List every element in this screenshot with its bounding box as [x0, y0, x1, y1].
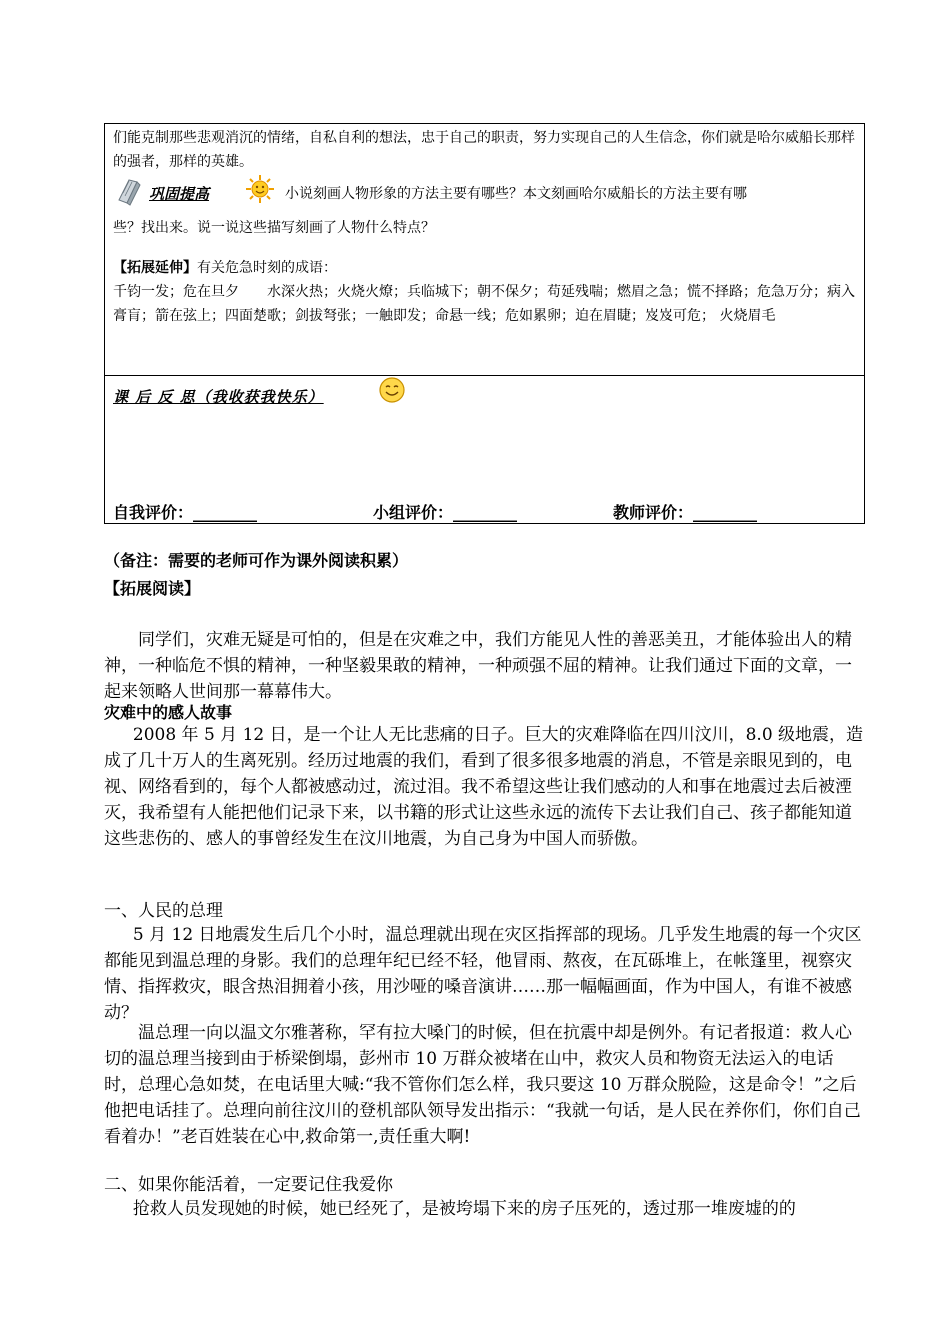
section-2-paragraph-1: 抢救人员发现她的时候，她已经死了，是被垮塌下来的房子压死的，透过那一堆废墟的的: [132, 1199, 796, 1219]
question-line-2: 些？找出来。说一说这些描写刻画了人物什么特点？: [113, 220, 435, 236]
smiley-icon: [377, 375, 407, 405]
self-evaluation: 自我评价：________: [113, 503, 258, 522]
story-paragraph: 2008 年 5 月 12 日，是一个让人无比悲痛的日子。巨大的灾难降临在四川汶川，8.0 级地震，造成了几十万人的生离死别。经历过地震的我们，看到了很多很多地震的消息，不管是亲眼见到的，电视、网络看到的，每个人都被感动过，流过泪。我不希望这些让我们感动的人和事在地震过去后被湮灭，我希望有人能把他们记录下来，以书籍的形式让这些永远的流传下去让我们自己、孩子都能知道这些悲伤的、感人的事曾经发生在汶川地震，为自己身为中国人而骄傲。: [104, 725, 864, 849]
question-line-1: 小说刻画人物形象的方法主要有哪些？本文刻画哈尔威船长的方法主要有哪: [285, 186, 747, 202]
practice-cell: [105, 124, 864, 376]
section-1-title: 一、人民的总理: [104, 901, 223, 921]
book-icon: [115, 176, 145, 206]
note-line: （备注：需要的老师可作为课外阅读积累）: [104, 551, 409, 570]
closing-paragraph: 们能克制那些悲观消沉的情绪，自私自利的想法，忠于自己的职责，努力实现自己的人生信念，你们就是哈尔威船长那样的强者，那样的英雄。: [113, 130, 855, 170]
reflection-cell: [105, 376, 864, 523]
consolidate-label: 巩固提高: [149, 185, 210, 203]
extension-desc: 有关危急时刻的成语：: [197, 260, 337, 276]
story-title: 灾难中的感人故事: [104, 703, 233, 722]
reflection-row: [113, 376, 856, 412]
section-1-paragraph-2: 温总理一向以温文尔雅著称，罕有拉大嗓门的时候，但在抗震中却是例外。有记者报道：救人心切的温总理当接到由于桥梁倒塌，彭州市 10 万群众被堵在山中，救灾人员和物资无法运入的电话时，总理心急如焚，在电话里大喊:“我不管你们怎么样，我只要这 10 万群众脱险，这是命令！”之后他把电话挂了。总理向前往汶川的登机部队领导发出指示：“我就一句话，是人民在养你们，你们自己看着办！”老百姓装在心中,救命第一,责任重大啊!: [104, 1023, 861, 1147]
lesson-table: [104, 123, 865, 524]
section-1-paragraph-1: 5 月 12 日地震发生后几个小时，温总理就出现在灾区指挥部的现场。几乎发生地震的每一个灾区都能见到温总理的身影。我们的总理年纪已经不轻，他冒雨、熬夜，在瓦砾堆上，在帐篷里，视察灾情、指挥救灾，眼含热泪拥着小孩，用沙哑的嗓音演讲……那一幅幅画面，作为中国人，有谁不被感动？: [104, 925, 862, 1023]
teacher-evaluation: 教师评价：________: [613, 503, 758, 522]
group-evaluation: 小组评价：________: [373, 503, 518, 522]
consolidate-row: [113, 180, 858, 210]
reading-label: 【拓展阅读】: [104, 579, 201, 598]
extension-label: 【拓展延伸】: [113, 260, 197, 276]
extension-heading: [113, 256, 858, 280]
idiom-list: 千钧一发；危在旦夕 水深火热；火烧火燎；兵临城下；朝不保夕；苟延残喘；燃眉之急；慌不择路；危急万分；病入膏肓；箭在弦上；四面楚歌；剑拔弩张；一触即发；命悬一线；危如累卵；迫在眉睫；岌岌可危； 火烧眉毛: [113, 284, 855, 324]
intro-paragraph: 同学们，灾难无疑是可怕的，但是在灾难之中，我们方能见人性的善恶美丑，才能体验出人的精神，一种临危不惧的精神，一种坚毅果敢的精神，一种顽强不屈的精神。让我们通过下面的文章，一起来领略人世间那一幕幕伟大。: [104, 630, 852, 702]
section-2-title: 二、如果你能活着，一定要记住我爱你: [104, 1175, 393, 1195]
reflection-label: 课 后 反 思（我收获我快乐）: [113, 388, 324, 406]
sun-icon: [245, 174, 275, 204]
